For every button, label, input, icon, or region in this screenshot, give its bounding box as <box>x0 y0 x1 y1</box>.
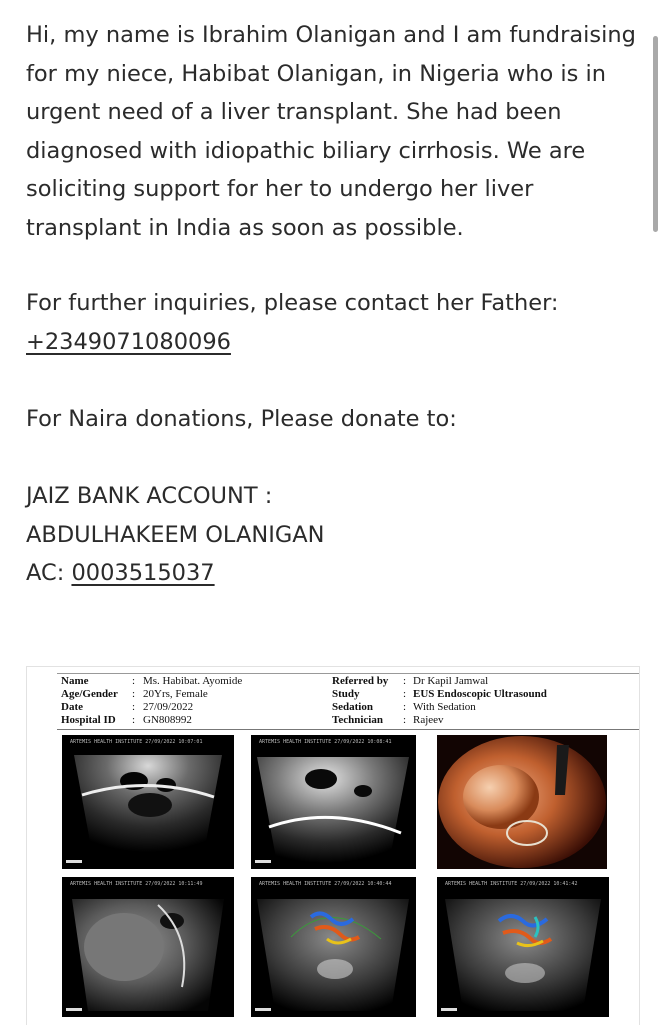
doppler-image <box>437 877 609 1017</box>
scan-caption: ARTEMIS HEALTH INSTITUTE 27/09/2022 10:08:41 <box>259 739 392 745</box>
age-sep: : <box>132 688 136 700</box>
age-label: Age/Gender <box>61 688 118 700</box>
referred-sep: : <box>403 675 407 687</box>
sedation-label: Sedation <box>332 701 373 713</box>
bank-section <box>26 477 638 593</box>
date-sep: : <box>132 701 136 713</box>
scan-tag <box>441 1008 457 1011</box>
scan-caption: ARTEMIS HEALTH INSTITUTE 27/09/2022 10:11:49 <box>70 881 203 887</box>
referred-label: Referred by <box>332 675 389 687</box>
hospital-sep: : <box>132 714 136 726</box>
naira-line: For Naira donations, Please donate to: <box>26 406 457 432</box>
study-label: Study <box>332 688 360 700</box>
ac-label: AC: <box>26 560 72 586</box>
account-number-line <box>26 554 638 593</box>
scrollbar[interactable] <box>653 36 658 232</box>
header-top-rule <box>57 673 639 674</box>
study-value: EUS Endoscopic Ultrasound <box>413 688 547 700</box>
date-value: 27/09/2022 <box>143 701 194 713</box>
scan-tag <box>255 1008 271 1011</box>
hospital-value: GN808992 <box>143 714 192 726</box>
doppler-image <box>251 877 416 1017</box>
report-header <box>27 667 639 731</box>
contact-line: For further inquiries, please contact her Father: <box>26 290 559 316</box>
contact-section <box>26 284 638 361</box>
age-value: 20Yrs, Female <box>143 688 208 700</box>
account-number-link[interactable]: 0003515037 <box>71 560 215 586</box>
date-label: Date <box>61 701 83 713</box>
medical-report-image[interactable] <box>26 666 640 1025</box>
endoscopy-image <box>437 735 607 869</box>
name-sep: : <box>132 675 136 687</box>
hospital-label: Hospital ID <box>61 714 116 726</box>
sedation-value: With Sedation <box>413 701 476 713</box>
scan-tag <box>66 860 82 863</box>
technician-label: Technician <box>332 714 383 726</box>
header-rule <box>57 729 639 730</box>
bank-line: JAIZ BANK ACCOUNT : <box>26 483 273 509</box>
ultrasound-image <box>62 735 234 869</box>
sedation-sep: : <box>403 701 407 713</box>
scan-caption: ARTEMIS HEALTH INSTITUTE 27/09/2022 10:41:42 <box>445 881 578 887</box>
name-label: Name <box>61 675 89 687</box>
ultrasound-image <box>251 735 416 869</box>
phone-link[interactable]: +2349071080096 <box>26 328 231 355</box>
technician-sep: : <box>403 714 407 726</box>
scan-tag <box>255 860 271 863</box>
intro-paragraph: Hi, my name is Ibrahim Olanigan and I am fundraising for my niece, Habibat Olanigan, in Nigeria who is in urgent need of a liver transplant. She had been diagnosed with idiopathic biliary cirrhosis. We are soliciting support for her to undergo her liver transplant in India as soon as possible. <box>26 22 636 241</box>
account-name: ABDULHAKEEM OLANIGAN <box>26 521 325 548</box>
name-value: Ms. Habibat. Ayomide <box>143 675 243 687</box>
scan-caption: ARTEMIS HEALTH INSTITUTE 27/09/2022 10:07:01 <box>70 739 203 745</box>
referred-value: Dr Kapil Jamwal <box>413 675 489 687</box>
scan-caption: ARTEMIS HEALTH INSTITUTE 27/09/2022 10:40:44 <box>259 881 392 887</box>
scan-tag <box>66 1008 82 1011</box>
ultrasound-image <box>62 877 234 1017</box>
technician-value: Rajeev <box>413 714 444 726</box>
message-intro <box>26 16 638 247</box>
study-sep: : <box>403 688 407 700</box>
